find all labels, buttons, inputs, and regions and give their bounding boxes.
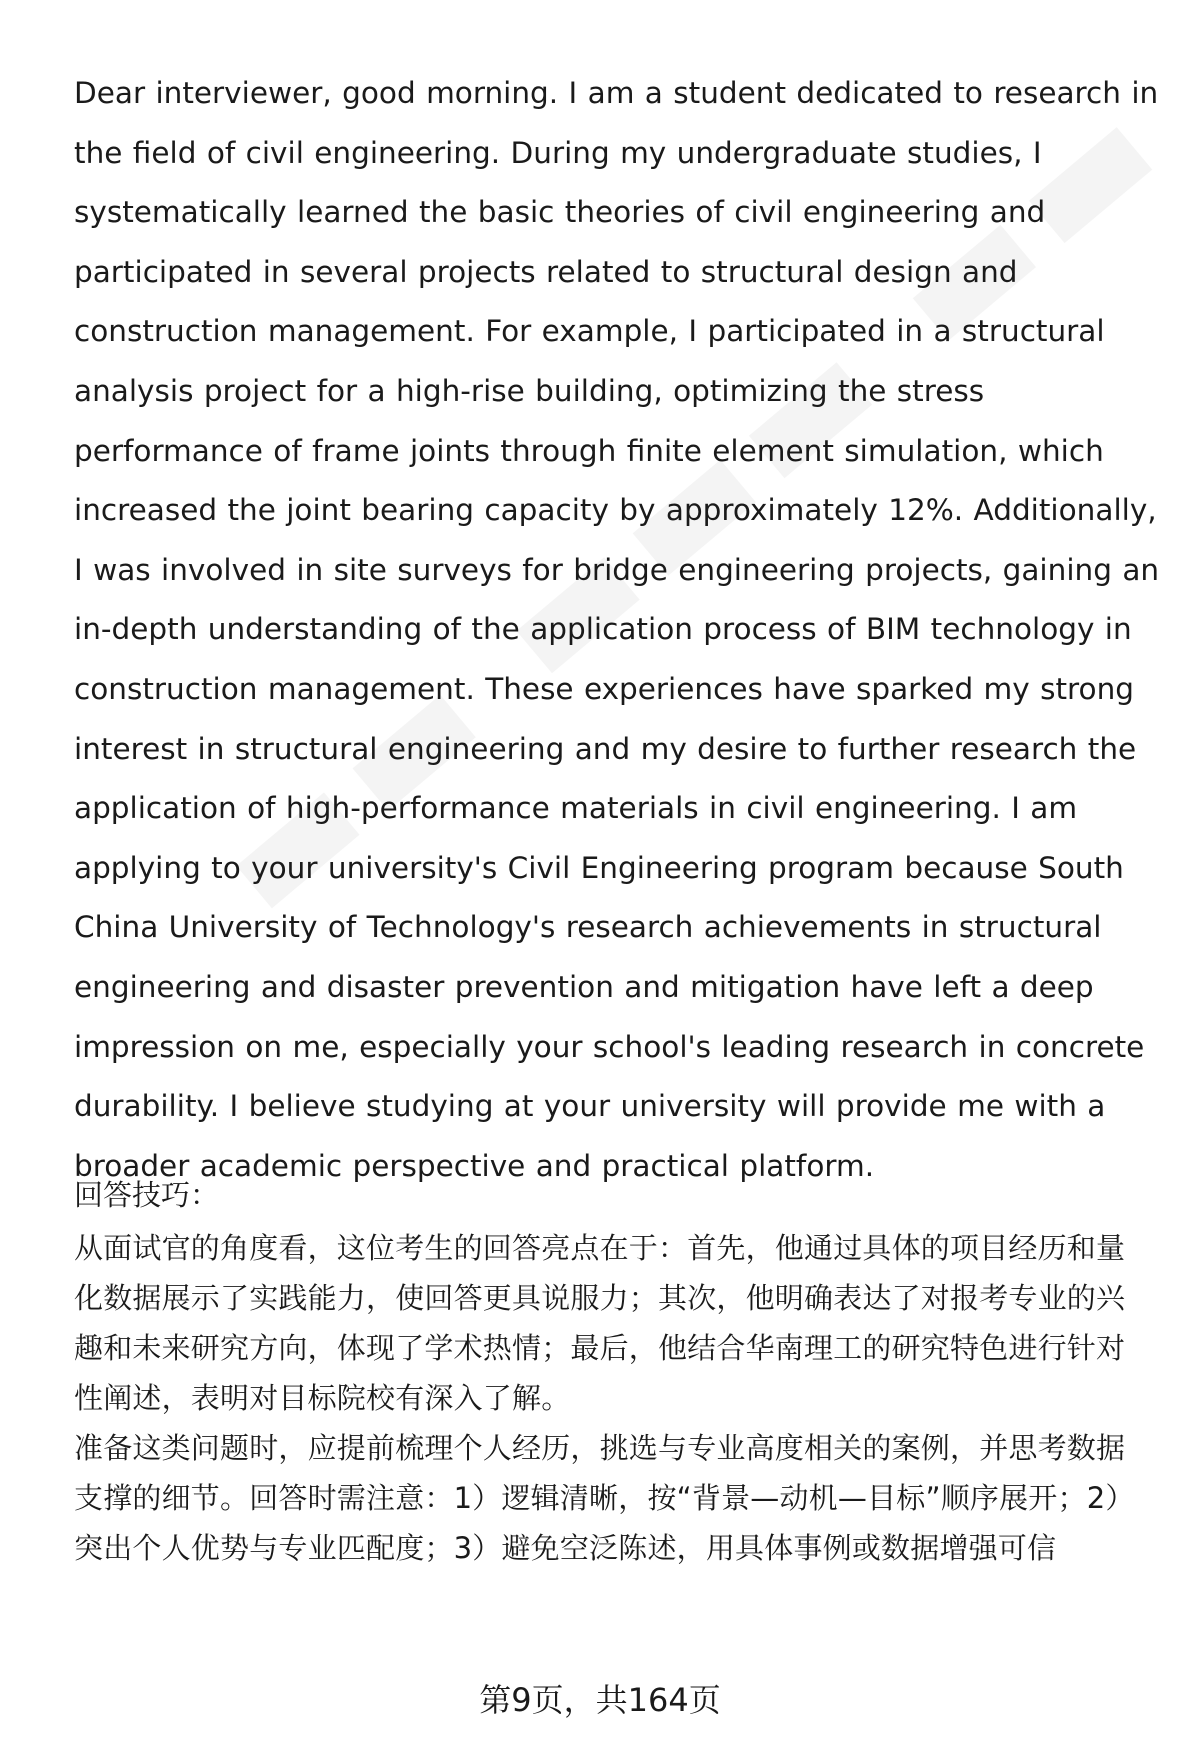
page-number: 第9页，共164页	[479, 1681, 721, 1719]
english-answer-paragraph: Dear interviewer, good morning. I am a student dedicated to research in the field of civil engineering. During my undergraduate studies, I systematically learned the basic theories of civil engineering and participated in several projects related to structural design and construction management. For example, I participated in a structural analysis project for a high-rise building, optimizing the stress performance of frame joints through finite element simulation, which increased the joint bearing capacity by approximately 12%. Additionally, I was involved in site surveys for bridge engineering projects, gaining an in-depth understanding of the application process of BIM technology in construction management. These experiences have sparked my strong interest in structural engineering and my desire to further research the application of high-performance materials in civil engineering. I am applying to your university's Civil Engineering program because South China University of Technology's research achievements in structural engineering and disaster prevention and mitigation have left a deep impression on me, especially your school's leading research in concrete durability. I believe studying at your university will provide me with a broader academic perspective and practical platform.	[74, 76, 1160, 1183]
tips-body	[74, 1223, 1149, 1573]
tips-paragraph: 准备这类问题时，应提前梳理个人经历，挑选与专业高度相关的案例，并思考数据支撑的细节。回答时需注意：1）逻辑清晰，按“背景—动机—目标”顺序展开；2）突出个人优势与专业匹配度；3）避免空泛陈述，用具体事例或数据增强可信	[74, 1431, 1135, 1565]
tips-heading: 回答技巧：	[74, 1178, 220, 1212]
tips-paragraph: 从面试官的角度看，这位考生的回答亮点在于：首先，他通过具体的项目经历和量化数据展示了实践能力，使回答更具说服力；其次，他明确表达了对报考专业的兴趣和未来研究方向，体现了学术热情；最后，他结合华南理工的研究特色进行针对性阐述，表明对目标院校有深入了解。	[74, 1231, 1126, 1415]
